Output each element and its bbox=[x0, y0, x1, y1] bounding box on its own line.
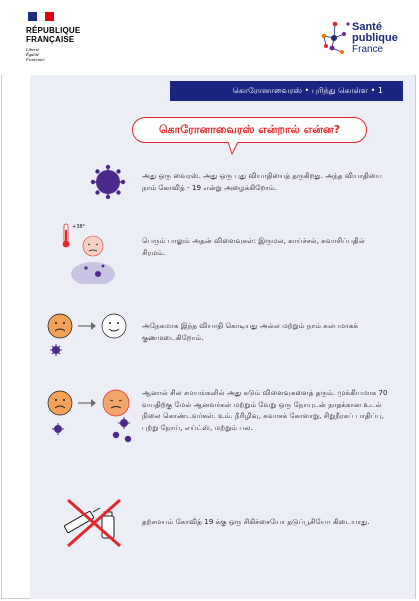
section-1-text: அது ஒரு வைரஸ். அது ஒரு புது வியாதியைத் தருகிறது. அந்த வியாதியை நாம் கோவித் - 19 என்று அழைக்கிறோம். bbox=[142, 171, 382, 192]
section-4-text: ஆனால் சில சமயங்களில் அது கடும் விளைவுகளைத் தரும். முக்கியமாக 70 வயதிற்கு மேல் ஆனவர்கள் மற்றும் வேறு ஒரு நோயுடன் நாதக்கான உடல் நிலை கொண்டவர்கள். உம். நீரிழிவு, சுவாசக் கோளாறு, சிறுநீரகப் பாதிப்பு, புற்று நோய், எய்ட்ஸ், மற்றும் பல. bbox=[142, 388, 388, 432]
republique-francaise-logo bbox=[26, 12, 80, 62]
sad-to-happy-icon bbox=[44, 310, 134, 360]
thermometer-label: +38° bbox=[72, 224, 86, 230]
gov-name-line2: FRANÇAISE bbox=[26, 35, 75, 44]
spf-network-icon bbox=[320, 18, 354, 60]
sad-to-sick-icon bbox=[44, 385, 140, 447]
section-2-text: பெரும் பாலும் அதன் விளைவுகள்: இருமல, காய்ச்சல், சுவாசிப்பதில் சிரமம். bbox=[142, 236, 365, 257]
sante-publique-france-logo bbox=[320, 18, 398, 64]
question-bubble bbox=[132, 117, 367, 143]
motto-liberte: Liberté bbox=[26, 47, 39, 52]
gov-motto bbox=[26, 47, 80, 62]
section-3-text: அநேகமாக இந்த வியாதி கொடியது அல்ல மற்றும் நாம் சுலபமாகக் குணமடைகிறோம். bbox=[142, 321, 359, 342]
spf-wordmark bbox=[352, 22, 398, 55]
motto-egalite: Égalité bbox=[26, 52, 39, 57]
question-title: கொரோனாவைரஸ் என்றால் என்ன? bbox=[132, 117, 367, 143]
fever-person-icon bbox=[58, 218, 118, 284]
no-vaccine-icon bbox=[60, 496, 126, 548]
speech-bubble-tail-icon bbox=[226, 142, 240, 156]
spf-line3: France bbox=[352, 44, 384, 55]
gov-name bbox=[26, 26, 80, 44]
virus-icon bbox=[88, 164, 128, 200]
page-header bbox=[0, 0, 419, 75]
spf-line1: Santé bbox=[352, 21, 382, 33]
french-flag-icon bbox=[28, 12, 54, 21]
spf-line2: publique bbox=[352, 32, 398, 44]
section-5-text: தற்சமயம் கோவித் 19 க்கு ஒரு சிகிச்சையோ தடுப்பூசியோ கிடையாது. bbox=[142, 517, 370, 526]
motto-fraternite: Fraternité bbox=[26, 57, 45, 62]
section-band: கொரோனாவைரஸ் • புரிந்து கொள்ள • 1 bbox=[170, 81, 403, 101]
gov-name-line1: RÉPUBLIQUE bbox=[26, 26, 81, 35]
